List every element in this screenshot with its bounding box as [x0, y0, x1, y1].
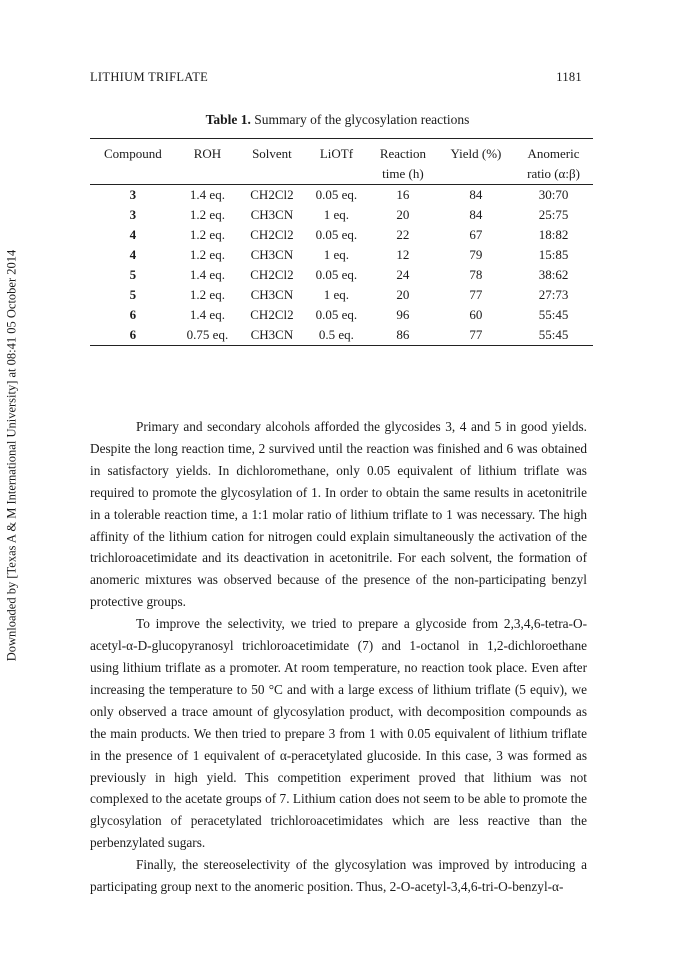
col-header: time (h): [368, 164, 438, 185]
col-header: [438, 164, 514, 185]
table-cell: 15:85: [538, 247, 569, 262]
table-cell: 20: [396, 287, 410, 302]
table-cell: 96: [396, 307, 410, 322]
table-cell: 3: [129, 187, 137, 202]
table-cell: 77: [469, 287, 483, 302]
table-cell: CH2Cl2: [250, 227, 294, 242]
running-title: LITHIUM TRIFLATE: [90, 70, 209, 84]
table-cell: 25:75: [538, 207, 569, 222]
table-cell: 0.5 eq.: [305, 325, 368, 346]
table-cell: 1 eq.: [323, 287, 350, 302]
table-cell: 1.2 eq.: [189, 247, 225, 262]
table-cell: 78: [469, 267, 483, 282]
table-row: [90, 205, 593, 225]
col-header: Reaction: [368, 139, 438, 165]
paragraph: To improve the selectivity, we tried to prepare a glycoside from 2,3,4,6-tetra-O-acetyl-α-D-glucopyranosyl trichloroacetimidate (7) and 1-octanol in 1,2-dichloroethane using lithium triflate as a promoter. At room temperature, no reaction took place. Even after increasing the temperature to 50 °C and with a large excess of lithium triflate (5 equiv), we only observed a trace amount of glycosylation product, with decomposition compounds as the main products. We then tried to prepare 3 from 1 with 0.05 equivalent of lithium triflate in the presence of 1 equivalent of α-peracetylated glucoside. In this case, 3 was formed as previously in high yield. This competition experiment proved that lithium was not complexed to the acetate groups of 7. Lithium cation does not seem to be able to promote the glycosylation of peracetylated trichloroacetimidates which are less reactive than the perbenzylated sugars.: [90, 616, 587, 851]
table-cell: CH2Cl2: [250, 187, 294, 202]
table-cell: 30:70: [538, 187, 569, 202]
col-header: ratio (α:β): [514, 164, 593, 185]
download-watermark: Downloaded by [Texas A & M International University] at 08:41 05 October 2014: [4, 249, 19, 662]
table-cell: 60: [469, 307, 483, 322]
col-header: Anomeric: [514, 139, 593, 165]
table-cell: 16: [396, 187, 410, 202]
table-cell: 84: [469, 187, 483, 202]
table-row: [90, 225, 593, 245]
table-cell: CH2Cl2: [250, 267, 294, 282]
table-cell: 55:45: [538, 307, 569, 322]
table-cell: 5: [129, 267, 137, 282]
table-cell: 1 eq.: [323, 207, 350, 222]
table-cell: CH3CN: [250, 247, 294, 262]
table-cell: 20: [396, 207, 410, 222]
table-cell: 0.05 eq.: [315, 267, 358, 282]
table-row: [90, 305, 593, 325]
table-row: [90, 265, 593, 285]
table-cell: 27:73: [538, 287, 569, 302]
table-caption-text: Summary of the glycosylation reactions: [254, 112, 470, 127]
table-cell: 3: [129, 207, 137, 222]
col-header: LiOTf: [305, 139, 368, 165]
col-header: Yield (%): [438, 139, 514, 165]
table-caption-label: Table 1.: [205, 112, 251, 127]
table-row: [90, 245, 593, 265]
col-header: Compound: [90, 139, 176, 165]
col-header: [176, 164, 239, 185]
table-cell: 0.05 eq.: [315, 227, 358, 242]
table-header-row: [90, 139, 593, 165]
table-cell: 12: [396, 247, 410, 262]
table-cell: 38:62: [538, 267, 569, 282]
page-number: 1181: [556, 70, 582, 84]
paragraph: Finally, the stereoselectivity of the glycosylation was improved by introducing a participating group next to the anomeric position. Thus, 2-O-acetyl-3,4,6-tri-O-benzyl-α-: [90, 857, 587, 895]
table-caption: [0, 112, 675, 128]
table-cell: CH3CN: [250, 287, 294, 302]
table-cell: 84: [469, 207, 483, 222]
table-cell: 0.05 eq.: [315, 307, 358, 322]
table-cell: 1.2 eq.: [189, 227, 225, 242]
table-cell: 1.4 eq.: [189, 187, 225, 202]
table-cell: 22: [396, 227, 410, 242]
table-cell: 1 eq.: [323, 247, 350, 262]
col-header: Solvent: [239, 139, 305, 165]
col-header: [305, 164, 368, 185]
table-cell: 77: [438, 325, 514, 346]
table-cell: 79: [469, 247, 483, 262]
table-cell: CH2Cl2: [250, 307, 294, 322]
table-cell: 1.2 eq.: [189, 287, 225, 302]
body-text: [90, 416, 587, 898]
table-row: [90, 285, 593, 305]
col-header: ROH: [176, 139, 239, 165]
table-cell: CH3CN: [239, 325, 305, 346]
col-header: [239, 164, 305, 185]
table-cell: 1.2 eq.: [189, 207, 225, 222]
table-body: [90, 185, 593, 346]
table-cell: CH3CN: [250, 207, 294, 222]
table-cell: 6: [90, 325, 176, 346]
table-cell: 24: [396, 267, 410, 282]
glycosylation-table: [90, 138, 593, 346]
table-row: [90, 185, 593, 206]
table-cell: 4: [129, 227, 137, 242]
table-cell: 1.4 eq.: [189, 267, 225, 282]
table-cell: 6: [129, 307, 137, 322]
table-cell: 55:45: [514, 325, 593, 346]
paragraph: Primary and secondary alcohols afforded the glycosides 3, 4 and 5 in good yields. Despite the long reaction time, 2 survived until the reaction was finished and 6 was obtained in satisfactory yields. In dichloromethane, only 0.05 equivalent of lithium triflate was required to promote the glycosylation of 1. In order to obtain the same results in acetonitrile in a tolerable reaction time, a 1:1 molar ratio of lithium triflate to 1 was necessary. The high affinity of the lithium cation for nitrogen could explain simultaneously the activation of the trichloroacetimidate and its deactivation in acetonitrile. For each solvent, the formation of anomeric mixtures was observed because of the presence of the non-participating benzyl protective groups.: [90, 419, 587, 610]
table-header-row-2: [90, 164, 593, 185]
table-row: [90, 325, 593, 346]
table-cell: 5: [129, 287, 137, 302]
table-cell: 18:82: [538, 227, 569, 242]
table-cell: 86: [368, 325, 438, 346]
col-header: [90, 164, 176, 185]
table-cell: 4: [129, 247, 137, 262]
table-cell: 67: [469, 227, 483, 242]
table-cell: 0.05 eq.: [315, 187, 358, 202]
table-cell: 0.75 eq.: [176, 325, 239, 346]
table-cell: 1.4 eq.: [189, 307, 225, 322]
